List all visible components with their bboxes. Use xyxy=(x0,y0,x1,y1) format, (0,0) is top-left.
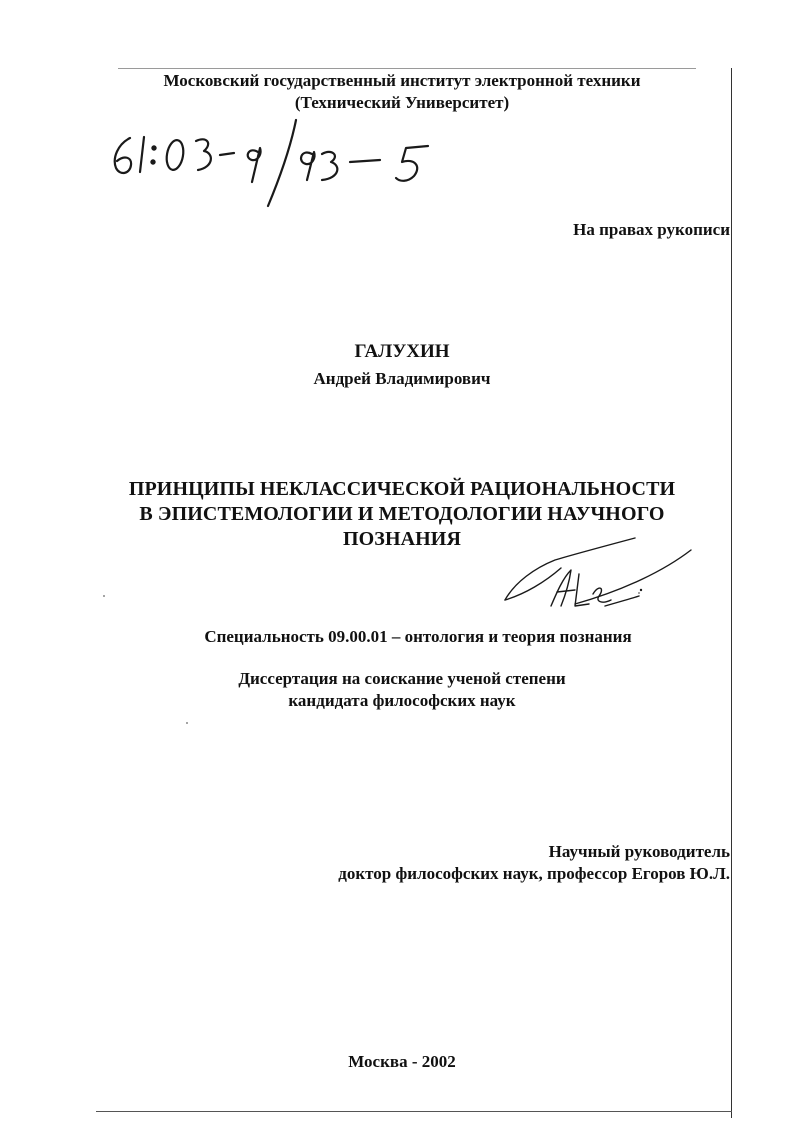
handwritten-signature xyxy=(495,530,695,620)
supervisor-details: доктор философских наук, профессор Егоров Ю.Л. xyxy=(338,864,730,883)
dissertation-line-2: кандидата философских наук xyxy=(288,691,516,710)
institution-name: Московский государственный институт электронной техники xyxy=(163,71,641,90)
title-line-2: В ЭПИСТЕМОЛОГИИ И МЕТОДОЛОГИИ НАУЧНОГО xyxy=(139,503,665,525)
author-name: Андрей Владимирович xyxy=(313,369,491,388)
city-year: Москва - 2002 xyxy=(348,1052,456,1071)
specialty: Специальность 09.00.01 – онтология и теория познания xyxy=(204,627,632,646)
handwritten-catalog-code xyxy=(100,110,460,210)
bottom-rule xyxy=(96,1111,732,1112)
right-border-rule xyxy=(731,68,732,1118)
dissertation-line-1: Диссертация на соискание ученой степени xyxy=(238,669,566,688)
scan-speck xyxy=(638,592,640,594)
supervisor-role: Научный руководитель xyxy=(548,842,730,861)
title-line-1: ПРИНЦИПЫ НЕКЛАССИЧЕСКОЙ РАЦИОНАЛЬНОСТИ xyxy=(128,478,676,500)
scan-speck xyxy=(186,722,188,724)
rights-note: На правах рукописи xyxy=(573,220,730,239)
top-rule xyxy=(118,68,696,69)
author-surname: ГАЛУХИН xyxy=(354,341,450,362)
institution-subtitle: (Технический Университет) xyxy=(294,93,510,112)
scan-speck xyxy=(103,595,105,597)
title-line-3: ПОЗНАНИЯ xyxy=(342,528,462,550)
